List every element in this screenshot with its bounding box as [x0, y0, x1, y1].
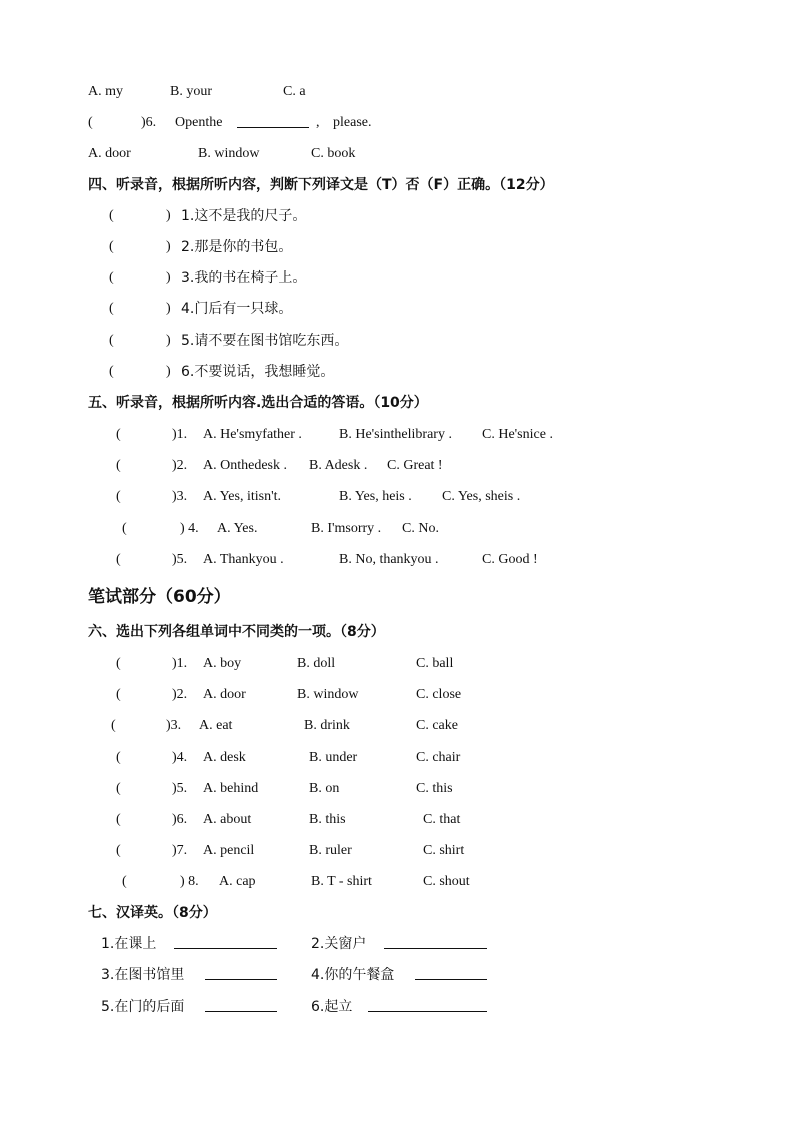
option-a: A. door [203, 687, 246, 702]
translation-prompt: 6.起立 [311, 999, 353, 1015]
answer-paren-close: ) [166, 333, 171, 348]
item-number: )2. [172, 458, 188, 473]
option-b: B. on [309, 781, 340, 796]
option-a: A. eat [199, 718, 233, 733]
answer-paren[interactable]: ( [109, 208, 114, 223]
option-c: C. cake [416, 718, 458, 733]
answer-blank[interactable] [415, 965, 487, 980]
option-c: C. He'snice . [482, 427, 553, 442]
answer-blank[interactable] [174, 934, 277, 949]
written-part-title: 笔试部分（60分） [88, 587, 231, 607]
answer-paren[interactable]: ( [116, 552, 121, 567]
sec7-title: 七、汉译英。（8分） [88, 905, 217, 921]
answer-paren[interactable]: ( [116, 781, 121, 796]
option-c: C. that [423, 812, 461, 827]
answer-paren[interactable]: ( [116, 812, 121, 827]
option-c: C. ball [416, 656, 454, 671]
option-c: C. No. [402, 521, 439, 536]
option-b: B. drink [304, 718, 350, 733]
sec5-title: 五、听录音，根据所听内容.选出合适的答语。（10分） [88, 395, 428, 411]
answer-paren-close: ) [166, 301, 171, 316]
item-number: )2. [172, 687, 188, 702]
item-text: 6.不要说话，我想睡觉。 [181, 364, 335, 380]
answer-paren[interactable]: ( [111, 718, 116, 733]
answer-paren[interactable]: ( [109, 364, 114, 379]
answer-paren[interactable]: ( [116, 687, 121, 702]
option-b: B. He'sinthelibrary . [339, 427, 452, 442]
option-c: C. close [416, 687, 462, 702]
answer-paren-close: ) [166, 364, 171, 379]
option-a: A. He'smyfather . [203, 427, 302, 442]
item-number: )6. [172, 812, 188, 827]
item-number: )4. [172, 750, 188, 765]
option-c: C. Great ! [387, 458, 443, 473]
option-b: B. No, thankyou . [339, 552, 439, 567]
option-a: A. behind [203, 781, 259, 796]
answer-paren-close: ) [166, 239, 171, 254]
item-text: 3.我的书在椅子上。 [181, 270, 307, 286]
translation-prompt: 5.在门的后面 [101, 999, 185, 1015]
translation-prompt: 1.在课上 [101, 936, 157, 952]
option-b: B. Adesk . [309, 458, 368, 473]
option-b: B. doll [297, 656, 336, 671]
answer-paren[interactable]: ( [109, 301, 114, 316]
answer-paren[interactable]: ( [122, 521, 127, 536]
item-number: )1. [172, 656, 188, 671]
q5-option-a: A. my [88, 84, 123, 99]
option-a: A. Yes, itisn't. [203, 489, 281, 504]
option-b: B. I'msorry . [311, 521, 382, 536]
option-a: A. pencil [203, 843, 255, 858]
answer-paren[interactable]: ( [109, 239, 114, 254]
option-b: B. under [309, 750, 358, 765]
answer-paren[interactable]: ( [109, 333, 114, 348]
item-text: 2.那是你的书包。 [181, 239, 293, 255]
answer-paren-close: ) [166, 270, 171, 285]
answer-paren[interactable]: ( [116, 750, 121, 765]
q6-number: )6. [141, 115, 157, 130]
answer-paren[interactable]: ( [109, 270, 114, 285]
answer-paren[interactable]: ( [116, 489, 121, 504]
item-number: ) 8. [180, 874, 199, 889]
sec4-title: 四、听录音，根据所听内容，判断下列译文是（T）否（F）正确。（12分） [88, 177, 554, 193]
answer-blank[interactable] [368, 997, 487, 1012]
option-a: A. Onthedesk . [203, 458, 287, 473]
q6-option-c: C. book [311, 146, 356, 161]
translation-prompt: 3.在图书馆里 [101, 967, 185, 983]
option-b: B. window [297, 687, 359, 702]
answer-blank[interactable] [205, 997, 277, 1012]
answer-blank[interactable] [384, 934, 487, 949]
item-number: )1. [172, 427, 188, 442]
answer-paren[interactable]: ( [122, 874, 127, 889]
option-b: B. T - shirt [311, 874, 372, 889]
option-a: A. Thankyou . [203, 552, 284, 567]
item-text: 1.这不是我的尺子。 [181, 208, 307, 224]
item-number: )5. [172, 781, 188, 796]
item-number: )3. [166, 718, 182, 733]
q6-option-a: A. door [88, 146, 131, 161]
option-c: C. Good ! [482, 552, 538, 567]
q6-option-b: B. window [198, 146, 260, 161]
translation-prompt: 2.关窗户 [311, 936, 367, 952]
option-a: A. desk [203, 750, 246, 765]
item-number: ) 4. [180, 521, 199, 536]
answer-paren[interactable]: ( [116, 427, 121, 442]
answer-blank[interactable] [205, 965, 277, 980]
translation-prompt: 4.你的午餐盒 [311, 967, 395, 983]
option-c: C. shirt [423, 843, 465, 858]
option-b: B. Yes, heis . [339, 489, 412, 504]
q6-stem: Openthe [175, 115, 223, 130]
q6-paren: ( [88, 115, 93, 130]
option-c: C. this [416, 781, 453, 796]
q6-blank[interactable] [237, 113, 309, 128]
answer-paren[interactable]: ( [116, 843, 121, 858]
q5-option-b: B. your [170, 84, 212, 99]
option-c: C. chair [416, 750, 461, 765]
option-c: C. shout [423, 874, 470, 889]
option-b: B. ruler [309, 843, 352, 858]
item-text: 5.请不要在图书馆吃东西。 [181, 333, 349, 349]
option-a: A. boy [203, 656, 242, 671]
option-a: A. about [203, 812, 252, 827]
answer-paren[interactable]: ( [116, 656, 121, 671]
q6-comma: , [316, 115, 320, 130]
option-a: A. cap [219, 874, 256, 889]
option-b: B. this [309, 812, 346, 827]
item-text: 4.门后有一只球。 [181, 301, 293, 317]
answer-paren-close: ) [166, 208, 171, 223]
sec6-title: 六、选出下列各组单词中不同类的一项。（8分） [88, 624, 385, 640]
option-a: A. Yes. [217, 521, 258, 536]
item-number: )3. [172, 489, 188, 504]
item-number: )5. [172, 552, 188, 567]
option-c: C. Yes, sheis . [442, 489, 521, 504]
q5-option-c: C. a [283, 84, 306, 99]
answer-paren[interactable]: ( [116, 458, 121, 473]
item-number: )7. [172, 843, 188, 858]
q6-tail: please. [333, 115, 372, 130]
